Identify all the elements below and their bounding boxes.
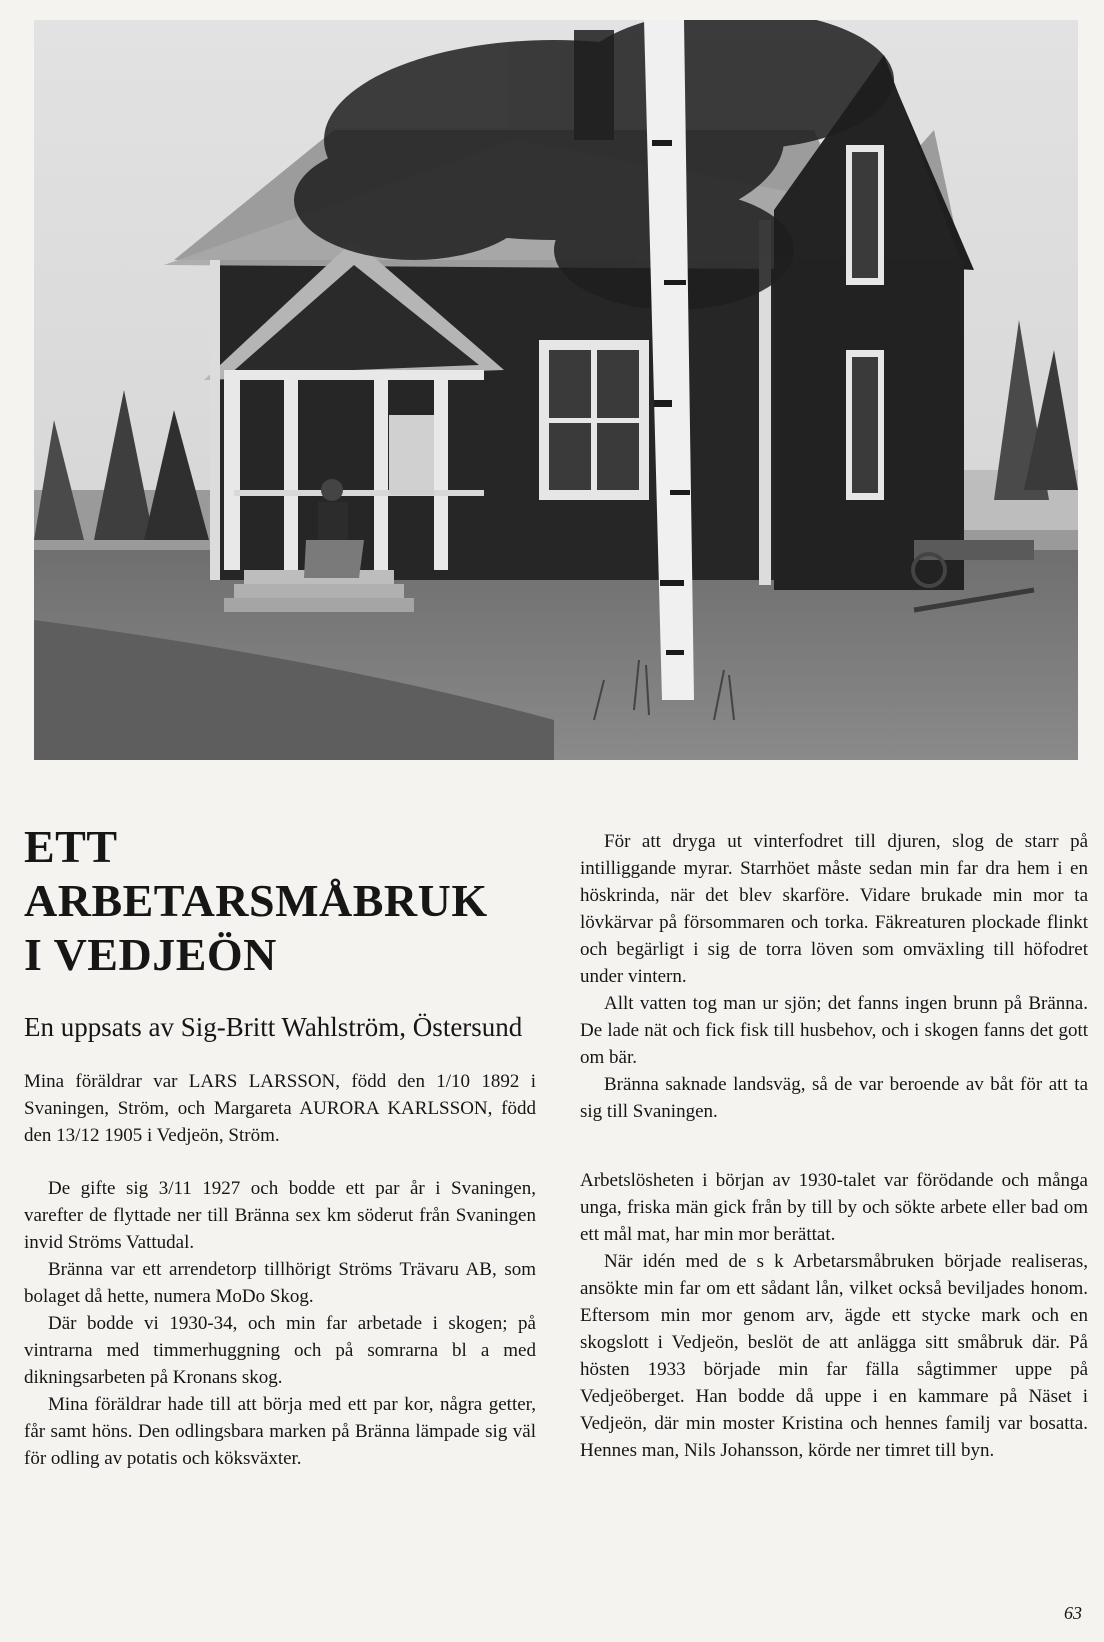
right-column xyxy=(580,828,1088,1464)
paragraph: Mina föräldrar hade till att börja med ett par kor, några getter, får samt höns. Den odlingsbara marken på Bränna lämpade sig väl för odling av potatis och köksväxter. xyxy=(24,1394,536,1469)
paragraph: Arbetslösheten i början av 1930-talet var förödande och många unga, friska män gick från by till by och sökte arbete eller bad om ett mål mat, har min mor berättat. xyxy=(580,1170,1088,1245)
paragraph: Bränna saknade landsväg, så de var beroende av båt för att ta sig till Svaningen. xyxy=(580,1074,1088,1122)
title-line: ETT xyxy=(24,821,118,872)
title-line: I VEDJEÖN xyxy=(24,929,277,980)
byline: En uppsats av Sig-Britt Wahlström, Östersund xyxy=(24,1012,523,1042)
left-column xyxy=(24,820,536,1472)
paragraph: När idén med de s k Arbetarsmåbruken började realiseras, ansökte min far om ett sådant lån, vilket också beviljades honom. Eftersom min mor genom arv, ägde ett stycke mark och en skogslott i Vedjeön, beslöt de att anlägga sitt småbruk där. På hösten 1933 började min far fälla sågtimmer uppe på Vedjeöberget. Han bodde då uppe i en kammare på Näset i Vedjeön, där min moster Kristina och hennes familj var bosatta. Hennes man, Nils Johansson, körde ner timret till byn. xyxy=(580,1251,1088,1461)
house-photo xyxy=(34,20,1078,760)
paragraph: För att dryga ut vinterfodret till djuren, slog de starr på intilliggande myrar. Starrhöet måste sedan min far dra hem i en höskrinda, när det blev skarföre. Vidare brukade min mor ta lövkärvar på försommaren och torka. Fäkreaturen plockade flinkt och begärligt i sig de torra löven som omväxling till höfodret under vintern. xyxy=(580,831,1088,987)
paragraph: Där bodde vi 1930-34, och min far arbetade i skogen; på vintrarna med timmerhuggning och på somrarna bl a med dikningsarbeten på Kronans skog. xyxy=(24,1313,536,1388)
paragraph: Allt vatten tog man ur sjön; det fanns ingen brunn på Bränna. De lade nät och fick fisk till husbehov, och i skogen fanns det gott om bär. xyxy=(580,993,1088,1068)
paragraph: Bränna var ett arrendetorp tillhörigt Ströms Trävaru AB, som bolaget då hette, numera MoDo Skog. xyxy=(24,1259,536,1307)
paragraph: De gifte sig 3/11 1927 och bodde ett par år i Svaningen, varefter de flyttade ner till Bränna sex km söderut från Svaningen invid Ströms Vattudal. xyxy=(24,1178,536,1253)
title-line: ARBETARSMÅBRUK xyxy=(24,875,488,926)
article-title xyxy=(24,820,536,982)
farmhouse-photo-icon xyxy=(34,20,1078,760)
page-number: 63 xyxy=(1064,1603,1082,1623)
paragraph: Mina föräldrar var LARS LARSSON, född den 1/10 1892 i Svaningen, Ström, och Margareta AURORA KARLSSON, född den 13/12 1905 i Vedjeön, Ström. xyxy=(24,1071,536,1146)
